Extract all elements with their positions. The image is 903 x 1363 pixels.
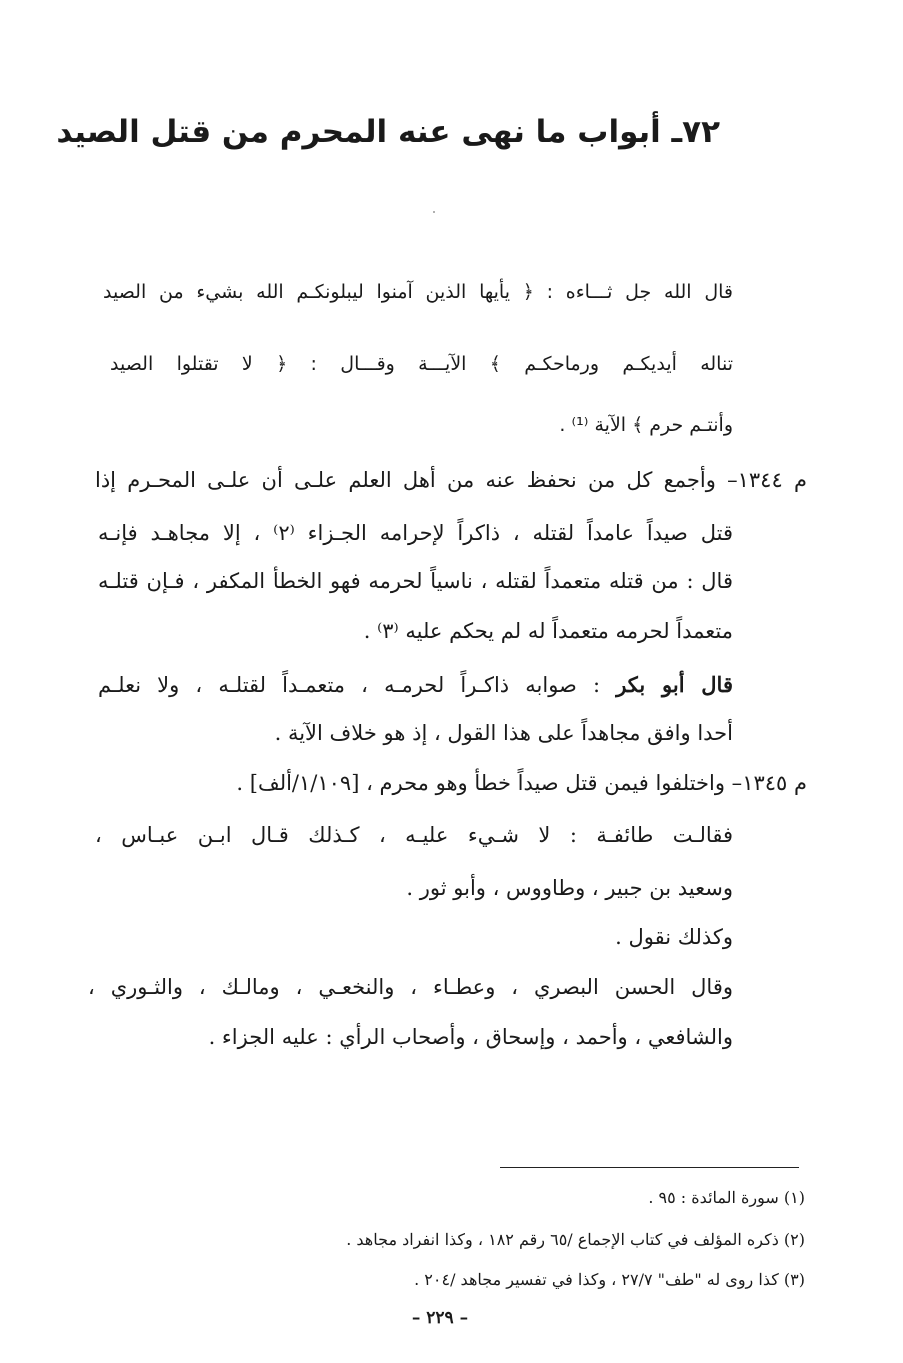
issue-1345-line-5: وقال الحسن البصري ، وعطـاء ، والنخعـي ، ومالـك ، والثـوري ، bbox=[88, 975, 733, 999]
scan-speck bbox=[433, 211, 435, 213]
footnote-2: (٢) ذكره المؤلف في كتاب الإجماع /٦٥ رقم ١٨٢ ، وكذا انفراد مجاهد . bbox=[346, 1230, 805, 1249]
issue-1344-line-2: قتل صيداً عامداً لقتله ، ذاكراً لإحرامه الجـزاء ⁽٢⁾ ، إلا مجاهـد فإنـه bbox=[98, 521, 733, 545]
issue-1344-line-1: م ١٣٤٤– وأجمع كل من نحفظ عنه من أهل العلم علـى أن علـى المحـرم إذا bbox=[95, 468, 807, 492]
issue-1344-line-3: قال : من قتله متعمداً لقتله ، ناسياً لحرمه فهو الخطأ المكفر ، فـإن قتلـه bbox=[98, 569, 733, 593]
issue-1345-line-2: فقالـت طائفـة : لا شـيء عليـه ، كـذلك قـال ابـن عبـاس ، bbox=[95, 823, 733, 847]
text-line-3: وأنتـم حرم ﴾ الآية ⁽¹⁾ . bbox=[559, 414, 733, 436]
footnote-1: (١) سورة المائدة : ٩٥ . bbox=[648, 1188, 805, 1207]
footnote-3: (٣) كذا روى له "طف" ٢٧/٧ ، وكذا في تفسير مجاهد /٢٠٤ . bbox=[414, 1270, 805, 1289]
chapter-title: ٧٢ـ أبواب ما نهى عنه المحرم من قتل الصيد bbox=[56, 114, 720, 150]
abu-bakr-line-2: أحدا وافق مجاهداً على هذا القول ، إذ هو خلاف الآية . bbox=[274, 721, 733, 745]
page-number: – ٢٢٩ – bbox=[411, 1308, 469, 1328]
text-line-1: قال الله جل ثـــاءه : ﴿ يأيها الذين آمنوا ليبلونكـم الله بشيء من الصيد bbox=[103, 281, 733, 303]
issue-1345-line-1: م ١٣٤٥– واختلفوا فيمن قتل صيداً خطأ وهو محرم ، [١/١٠٩/ألف] . bbox=[236, 771, 807, 795]
text-line-2: تناله أيديكـم ورماحكـم ﴾ الآيـــة وقـــال : ﴿ لا تقتلوا الصيد bbox=[110, 353, 733, 375]
issue-1345-line-4: وكذلك نقول . bbox=[615, 925, 733, 949]
abu-bakr-line-1 bbox=[98, 670, 733, 700]
issue-1345-line-6: والشافعي ، وأحمد ، وإسحاق ، وأصحاب الرأي : عليه الجزاء . bbox=[208, 1025, 733, 1049]
footnote-separator bbox=[500, 1167, 799, 1168]
issue-1344-line-4: متعمداً لحرمه متعمداً له لم يحكم عليه ⁽٣⁾ . bbox=[363, 619, 733, 643]
issue-1345-line-3: وسعيد بن جبير ، وطاووس ، وأبو ثور . bbox=[406, 876, 733, 900]
abu-bakr-lead: قال أبو بكر bbox=[616, 672, 733, 697]
abu-bakr-rest: : صوابه ذاكـراً لحرمـه ، متعمـداً لقتلـه ، ولا نعلـم bbox=[98, 673, 617, 697]
